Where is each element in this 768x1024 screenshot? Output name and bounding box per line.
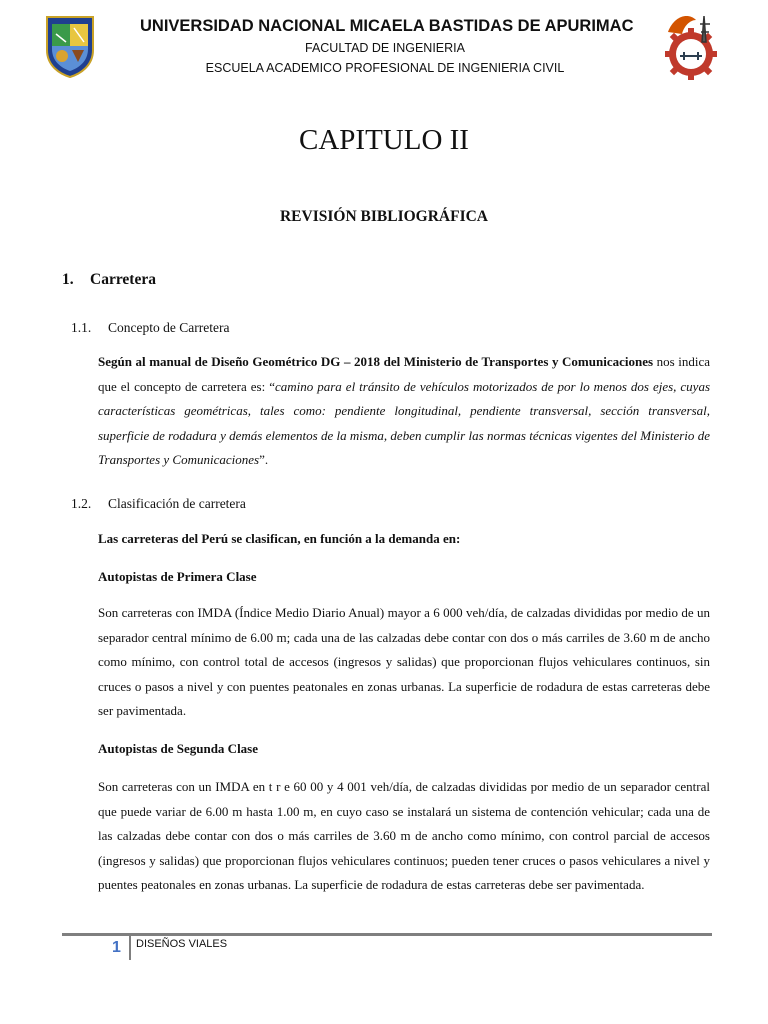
- second-class-title: Autopistas de Segunda Clase: [98, 741, 259, 756]
- chapter-subtitle: REVISIÓN BIBLIOGRÁFICA: [279, 208, 488, 225]
- subsection-heading-clasificacion: [71, 496, 246, 512]
- subsection-number: 1.2.: [71, 496, 92, 511]
- faculty-name: FACULTAD DE INGENIERIA: [305, 41, 465, 55]
- section-heading-carretera: [62, 271, 156, 289]
- section-title: Carretera: [90, 271, 156, 288]
- concept-paragraph: [98, 350, 710, 473]
- subsection-number: 1.1.: [71, 320, 92, 335]
- second-class-paragraph: Son carreteras con un IMDA en t r e 60 00 y 4 001 veh/día, de calzadas divididas por medio de un separador central que puede variar de 6.00 m hasta 1.00 m, en cuyo caso se instalará un sistema de contención vehicular; cada una de las calzadas debe contar con dos o más carriles de 3.60 m de ancho como mínimo, con control parcial de accesos (ingresos y salidas) que proporcionan flujos vehiculares continuos; pueden tener cruces o pasos vehiculares a nivel y puentes peatonales en zonas urbanas. La superficie de rodadura de estas carreteras debe ser pavimentada.: [98, 779, 710, 893]
- university-crest-icon: [44, 14, 96, 78]
- first-class-paragraph: Son carreteras con IMDA (Índice Medio Diario Anual) mayor a 6 000 veh/día, de calzadas divididas por medio de un separador central mínimo de 6.00 m; cada una de las calzadas debe contar con dos o más carriles de 3.60 m de ancho como mínimo, con control total de accesos (ingresos y salidas) que proporcionan flujos vehiculares continuos, sin cruces o pasos a nivel y con puentes peatonales en zonas urbanas. La superficie de rodadura de estas carreteras debe ser pavimentada.: [98, 605, 710, 719]
- school-name: ESCUELA ACADEMICO PROFESIONAL DE INGENIERIA CIVIL: [205, 61, 565, 75]
- classification-intro: Las carreteras del Perú se clasifican, en función a la demanda en:: [98, 531, 461, 546]
- footer-rule: [62, 933, 712, 936]
- footer-label: DISEÑOS VIALES: [136, 938, 228, 950]
- university-name: UNIVERSIDAD NACIONAL MICAELA BASTIDAS DE APURIMAC: [140, 17, 634, 35]
- subsection-title: Concepto de Carretera: [108, 320, 230, 335]
- engineering-faculty-emblem-icon: [660, 12, 722, 80]
- footer-divider: [129, 936, 131, 960]
- first-class-title: Autopistas de Primera Clase: [98, 569, 257, 584]
- page-number: 1: [112, 939, 121, 956]
- concept-source: Según al manual de Diseño Geométrico DG – 2018 del Ministerio de Transportes y Comunicaciones: [98, 354, 654, 369]
- concept-intro: nos indica que el concepto de carretera es: “: [98, 354, 710, 394]
- subsection-title: Clasificación de carretera: [108, 496, 246, 511]
- concept-quote: camino para el tránsito de vehículos motorizados de por lo menos dos ejes, cuyas características geométricas, tales como: pendiente longitudinal, pendiente transversal, sección transversal, superficie de rodadura y demás elementos de la misma, deben cumplir las normas técnicas vigentes del Ministerio de Transportes y Comunicaciones: [98, 378, 711, 468]
- chapter-title: CAPITULO II: [299, 124, 469, 156]
- section-number: 1.: [62, 271, 74, 288]
- subsection-heading-concepto: [71, 320, 229, 336]
- concept-quote-end: ”.: [259, 452, 269, 468]
